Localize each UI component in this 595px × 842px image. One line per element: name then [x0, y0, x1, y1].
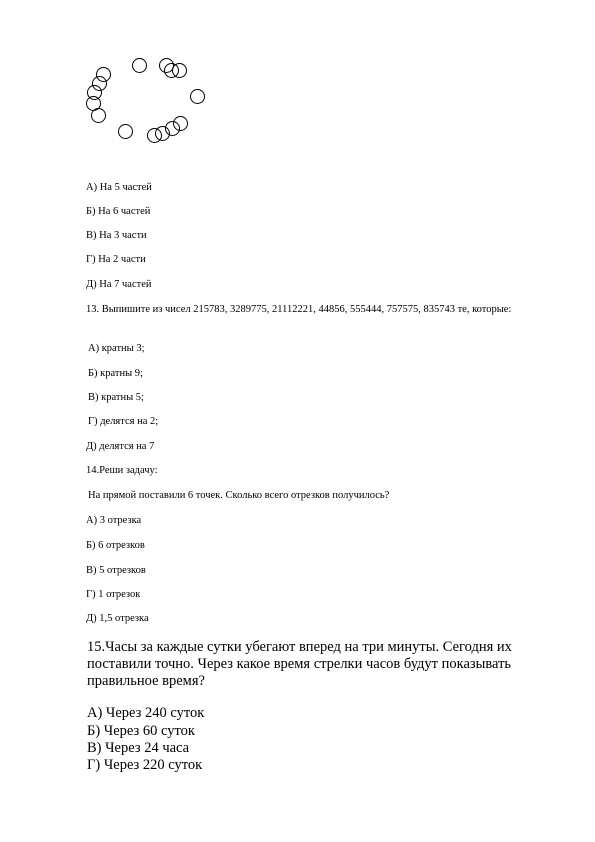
q13-option-d: Г) делятся на 2; [88, 416, 159, 427]
q15-option-a: А) Через 240 суток [87, 705, 205, 721]
circle [172, 63, 187, 78]
q15-option-c: В) Через 24 часа [87, 740, 190, 756]
q15-option-b: Б) Через 60 суток [87, 723, 195, 739]
q12-option-c: В) На 3 части [86, 230, 147, 241]
q13-option-e: Д) делятся на 7 [86, 441, 155, 452]
circle [190, 89, 205, 104]
q14-option-a: А) 3 отрезка [86, 515, 142, 526]
q14-title: 14.Реши задачу: [86, 465, 158, 476]
q13-option-a: А) кратны 3; [88, 343, 145, 354]
q13-option-c: В) кратны 5; [88, 392, 144, 403]
q14-question: На прямой поставили 6 точек. Сколько всего отрезков получилось? [88, 490, 390, 501]
circle [173, 116, 188, 131]
q12-option-b: Б) На 6 частей [86, 206, 151, 217]
q12-option-d: Г) На 2 части [86, 254, 146, 265]
circle [132, 58, 147, 73]
q15-question: 15.Часы за каждые сутки убегают вперед на три минуты. Сегодня их поставили точно. Через какое время стрелки часов будут показывать правильное время? [87, 639, 512, 689]
q14-option-c: В) 5 отрезков [86, 565, 146, 576]
q14-option-e: Д) 1,5 отрезка [86, 613, 149, 624]
q13-question: 13. Выпишите из чисел 215783, 3289775, 21112221, 44856, 555444, 757575, 835743 те, которые: [86, 304, 512, 315]
q14-option-b: Б) 6 отрезков [86, 540, 145, 551]
circles-figure [80, 50, 220, 150]
q14-option-d: Г) 1 отрезок [86, 589, 141, 600]
q12-option-e: Д) На 7 частей [86, 279, 152, 290]
circle [118, 124, 133, 139]
q13-option-b: Б) кратны 9; [88, 368, 143, 379]
q12-option-a: А) На 5 частей [86, 182, 152, 193]
circle [91, 108, 106, 123]
q15-option-d: Г) Через 220 суток [87, 757, 203, 773]
